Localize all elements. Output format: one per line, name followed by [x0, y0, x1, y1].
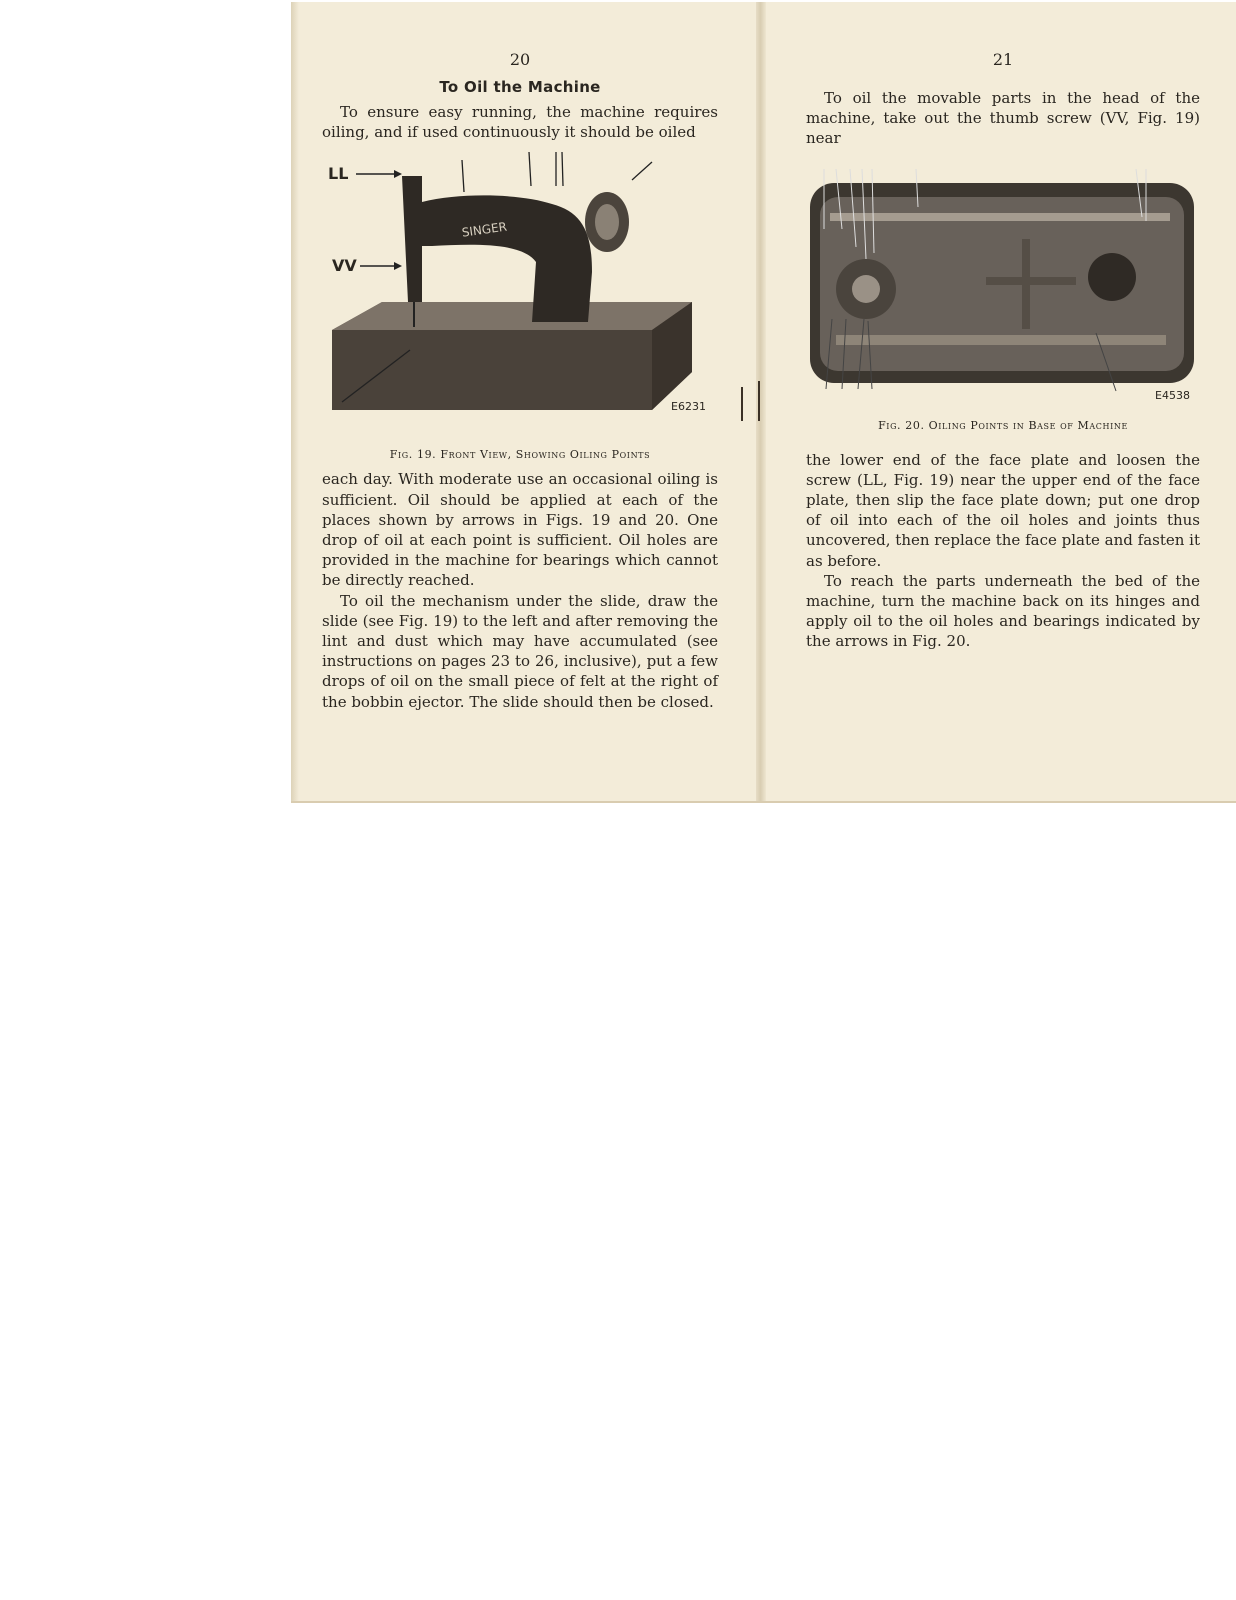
figure-caption: Fig. 19. Front View, Showing Oiling Points — [389, 448, 651, 462]
paragraph: the lower end of the face plate and loosen the screw (LL, Fig. 19) near the upper end of the face plate, then slip the face plate down; put one drop of oil into each of the oil holes and joints thus uncovered, then replace the face plate and fasten it as before. — [806, 450, 1200, 570]
sewing-machine-illustration — [322, 152, 718, 442]
svg-text:SINGER: SINGER — [460, 219, 508, 241]
intro-paragraph: To oil the movable parts in the head of the machine, take out the thumb screw (VV, Fig. 19) near — [806, 89, 1200, 148]
paragraph: To oil the mechanism under the slide, draw the slide (see Fig. 19) to the left and after removing the lint and dust which may have accumulated (see instructions on pages 23 to 26, inclusive), put a few drops of oil on the small piece of felt at the right of the bobbin ejector. The slide should then be closed. — [322, 591, 718, 711]
section-heading: To Oil the Machine — [439, 78, 601, 96]
binding-mark — [741, 387, 743, 421]
page-number: 21 — [992, 50, 1014, 69]
paragraph: To reach the parts underneath the bed of the machine, turn the machine back on its hinges and apply oil to the oil holes and bearings indicated by the arrows in Fig. 20. — [806, 571, 1200, 651]
figure-label-vv: VV — [332, 256, 357, 276]
machine-base-underside-illustration — [806, 169, 1200, 409]
binding-mark — [758, 381, 760, 421]
intro-paragraph: To ensure easy running, the machine requires oiling, and if used continuously it should be oiled — [322, 103, 718, 142]
left-page — [322, 40, 718, 712]
figure-label-ll: LL — [328, 164, 349, 184]
paragraph: each day. With moderate use an occasional oiling is sufficient. Oil should be applied at each of the places shown by arrows in Figs. 19 and 20. One drop of oil at each point is sufficient. Oil holes are provided in the machine for bearings which cannot be directly reached. — [322, 470, 718, 590]
figure-caption: Fig. 20. Oiling Points in Base of Machine — [878, 418, 1128, 432]
figure-20 — [806, 169, 1200, 409]
right-page — [806, 40, 1200, 652]
figure-id: E6231 — [671, 400, 706, 414]
page-number: 20 — [509, 50, 531, 69]
figure-id: E4538 — [1155, 388, 1190, 402]
figure-19 — [322, 152, 718, 442]
